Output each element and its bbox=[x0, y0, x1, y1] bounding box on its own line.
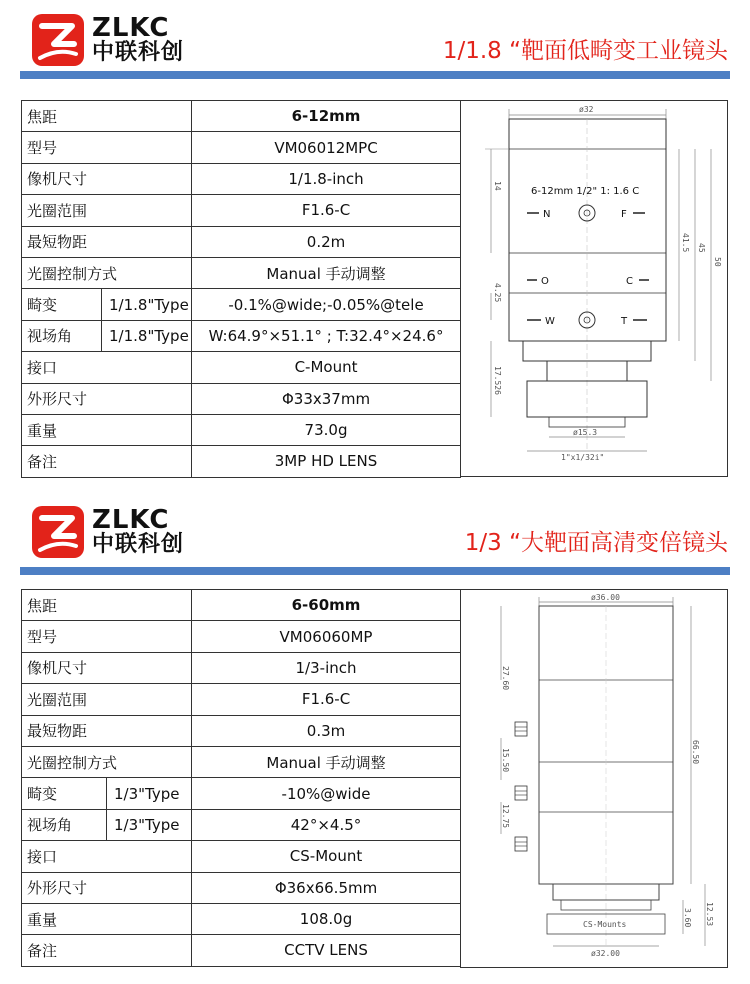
dim-66-50: 66.50 bbox=[691, 740, 700, 765]
label-o: O bbox=[541, 276, 549, 287]
row-value: VM06012MPC bbox=[192, 132, 461, 163]
dim-bottom: ø32.00 bbox=[591, 949, 620, 958]
table-row bbox=[22, 809, 461, 840]
table-row bbox=[22, 383, 461, 414]
dim-27-60: 27.60 bbox=[501, 666, 510, 691]
section-title: 1/3 “大靶面高清变倍镜头 bbox=[464, 530, 728, 556]
row-sublabel: 1/1.8"Type bbox=[102, 320, 192, 351]
row-label: 型号 bbox=[22, 132, 192, 163]
row-label: 视场角 bbox=[22, 809, 107, 840]
row-label: 像机尺寸 bbox=[22, 163, 192, 194]
row-label: 最短物距 bbox=[22, 226, 192, 257]
row-label: 焦距 bbox=[22, 101, 192, 132]
table-row bbox=[22, 163, 461, 194]
row-value: 3MP HD LENS bbox=[192, 446, 461, 477]
dim-4-25: 4.25 bbox=[493, 283, 502, 303]
row-value: CS-Mount bbox=[192, 841, 461, 872]
row-value: Φ36x66.5mm bbox=[192, 872, 461, 903]
table-row bbox=[22, 872, 461, 903]
table-row bbox=[22, 320, 461, 351]
row-label: 外形尺寸 bbox=[22, 872, 192, 903]
dim-45: 45 bbox=[697, 243, 706, 253]
row-value: 73.0g bbox=[192, 414, 461, 445]
row-value: VM06060MP bbox=[192, 621, 461, 652]
table-row bbox=[22, 414, 461, 445]
lens-section-2 bbox=[0, 492, 750, 984]
section-title: 1/1.8 “靶面低畸变工业镜头 bbox=[442, 38, 728, 64]
dim-17-526: 17.526 bbox=[493, 366, 502, 395]
table-row bbox=[22, 621, 461, 652]
mount-label: CS-Mounts bbox=[583, 920, 627, 929]
row-value: C-Mount bbox=[192, 352, 461, 383]
row-label: 重量 bbox=[22, 414, 192, 445]
table-row bbox=[22, 841, 461, 872]
row-value: CCTV LENS bbox=[192, 935, 461, 966]
row-value: W:64.9°×51.1° ; T:32.4°×24.6° bbox=[192, 320, 461, 351]
row-label: 备注 bbox=[22, 446, 192, 477]
lens-drawing-svg bbox=[461, 590, 729, 969]
table-row bbox=[22, 289, 461, 320]
dim-top: ø36.00 bbox=[591, 593, 620, 602]
row-value: 1/3-inch bbox=[192, 652, 461, 683]
dim-14: 14 bbox=[493, 181, 502, 191]
lens-drawing-2 bbox=[460, 589, 728, 968]
row-label: 光圈控制方式 bbox=[22, 746, 192, 777]
row-label: 光圈控制方式 bbox=[22, 257, 192, 288]
row-value: -0.1%@wide;-0.05%@tele bbox=[192, 289, 461, 320]
table-row bbox=[22, 935, 461, 966]
row-label: 视场角 bbox=[22, 320, 102, 351]
row-label: 型号 bbox=[22, 621, 192, 652]
lens-drawing-svg bbox=[461, 101, 729, 478]
dim-15-50: 15.50 bbox=[501, 748, 510, 773]
table-row bbox=[22, 684, 461, 715]
dim-15-3: ø15.3 bbox=[573, 428, 598, 437]
spec-table bbox=[21, 100, 461, 478]
lens-section-1 bbox=[0, 0, 750, 490]
spec-table bbox=[21, 589, 461, 967]
label-f: F bbox=[621, 209, 627, 220]
row-label: 畸变 bbox=[22, 289, 102, 320]
row-label: 重量 bbox=[22, 903, 192, 934]
table-row bbox=[22, 132, 461, 163]
row-value: 1/1.8-inch bbox=[192, 163, 461, 194]
dim-3-60: 3.60 bbox=[683, 908, 692, 928]
row-sublabel: 1/1.8"Type bbox=[102, 289, 192, 320]
table-row bbox=[22, 446, 461, 477]
divider-bar bbox=[20, 567, 730, 575]
table-row bbox=[22, 101, 461, 132]
row-label: 像机尺寸 bbox=[22, 652, 192, 683]
row-label: 备注 bbox=[22, 935, 192, 966]
dim-thread: 1"x1/32i" bbox=[561, 453, 605, 462]
divider-bar bbox=[20, 71, 730, 79]
row-label: 光圈范围 bbox=[22, 195, 192, 226]
row-label: 光圈范围 bbox=[22, 684, 192, 715]
row-value: Manual 手动调整 bbox=[192, 257, 461, 288]
dim-41-5: 41.5 bbox=[681, 233, 690, 253]
row-value: 42°×4.5° bbox=[192, 809, 461, 840]
row-label: 焦距 bbox=[22, 590, 192, 621]
row-sublabel: 1/3"Type bbox=[107, 809, 192, 840]
row-label: 最短物距 bbox=[22, 715, 192, 746]
row-value: 108.0g bbox=[192, 903, 461, 934]
row-value: F1.6-C bbox=[192, 684, 461, 715]
row-value: 0.3m bbox=[192, 715, 461, 746]
logo-mark-icon bbox=[32, 14, 84, 66]
lens-drawing-1 bbox=[460, 100, 728, 477]
label-n: N bbox=[543, 209, 551, 220]
brand-name-en: ZLKC bbox=[92, 505, 170, 535]
logo-mark-icon bbox=[32, 506, 84, 558]
brand-name-cn: 中联科创 bbox=[92, 40, 185, 65]
row-value: Φ33x37mm bbox=[192, 383, 461, 414]
brand-name-en: ZLKC bbox=[92, 13, 170, 43]
row-value: 6-12mm bbox=[192, 101, 461, 132]
table-row bbox=[22, 715, 461, 746]
lens-spec-text: 6-12mm 1/2" 1: 1.6 C bbox=[531, 186, 640, 197]
brand-logo bbox=[32, 14, 202, 66]
row-value: -10%@wide bbox=[192, 778, 461, 809]
table-row bbox=[22, 746, 461, 777]
table-row bbox=[22, 652, 461, 683]
row-value: Manual 手动调整 bbox=[192, 746, 461, 777]
table-row bbox=[22, 195, 461, 226]
row-label: 接口 bbox=[22, 841, 192, 872]
table-row bbox=[22, 226, 461, 257]
dim-50: 50 bbox=[713, 257, 722, 267]
brand-logo bbox=[32, 506, 202, 558]
label-t: T bbox=[621, 316, 628, 327]
row-value: F1.6-C bbox=[192, 195, 461, 226]
row-sublabel: 1/3"Type bbox=[107, 778, 192, 809]
row-label: 外形尺寸 bbox=[22, 383, 192, 414]
brand-name-cn: 中联科创 bbox=[92, 532, 185, 557]
dim-12-53: 12.53 bbox=[705, 902, 714, 927]
dim-top: ø32 bbox=[579, 105, 594, 114]
label-c: C bbox=[626, 276, 633, 287]
table-row bbox=[22, 257, 461, 288]
table-row bbox=[22, 903, 461, 934]
dim-12-75: 12.75 bbox=[501, 804, 510, 829]
table-row bbox=[22, 590, 461, 621]
table-row bbox=[22, 352, 461, 383]
row-label: 畸变 bbox=[22, 778, 107, 809]
label-w: W bbox=[545, 316, 555, 327]
row-label: 接口 bbox=[22, 352, 192, 383]
row-value: 0.2m bbox=[192, 226, 461, 257]
row-value: 6-60mm bbox=[192, 590, 461, 621]
table-row bbox=[22, 778, 461, 809]
